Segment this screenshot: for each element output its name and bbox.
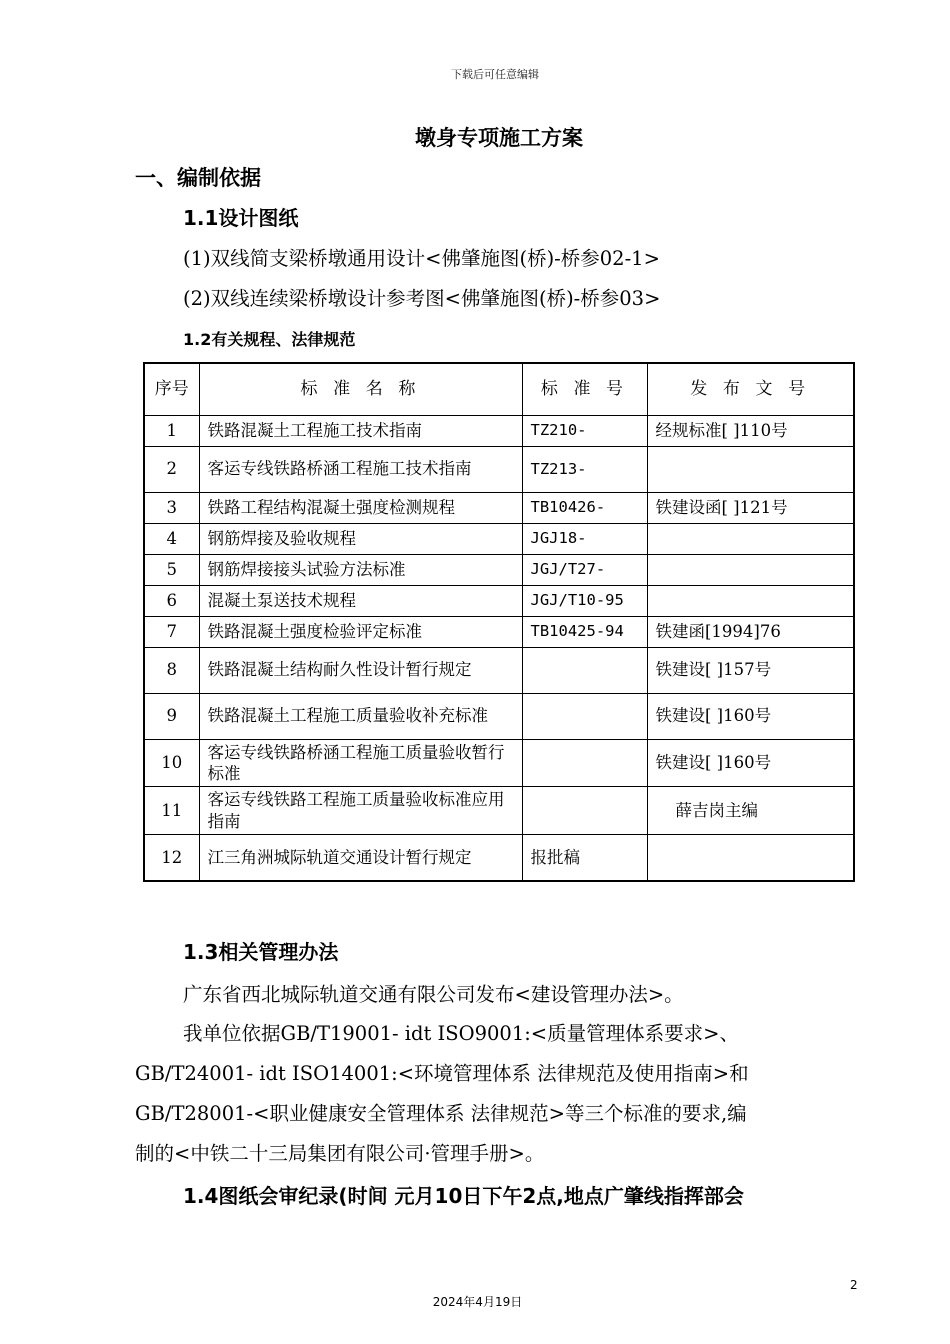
row-doc-no: 薛吉岗主编 [647, 787, 854, 835]
table-row [144, 693, 854, 739]
management-paragraph-2-line-1: 我单位依据GB/T19001- idt ISO9001:<质量管理体系要求>、 [183, 1022, 739, 1045]
management-paragraph-2-line-2: GB/T24001- idt ISO14001:<环境管理体系 法律规范及使用指南>和 [135, 1062, 749, 1085]
row-seq: 5 [144, 554, 199, 585]
subsection-heading-drawings: 1.1设计图纸 [183, 206, 299, 230]
drawing-item-1: (1)双线简支梁桥墩通用设计<佛肇施图(桥)-桥参02-1> [183, 247, 660, 270]
table-row [144, 554, 854, 585]
row-name: 铁路混凝土工程施工技术指南 [199, 415, 522, 446]
row-doc-no: 铁建设[ ]157号 [647, 647, 854, 693]
management-paragraph-2-line-3: GB/T28001-<职业健康安全管理体系 法律规范>等三个标准的要求,编 [135, 1102, 747, 1125]
management-paragraph-2-line-4: 制的<中铁二十三局集团有限公司·管理手册>。 [135, 1142, 545, 1165]
row-name: 混凝土泵送技术规程 [199, 585, 522, 616]
table-row [144, 787, 854, 835]
table-header-row [144, 363, 854, 415]
document-title: 墩身专项施工方案 [415, 126, 583, 150]
row-code [522, 739, 647, 787]
header-seq: 序号 [144, 363, 199, 415]
page-number: 2 [850, 1278, 858, 1292]
table-row [144, 492, 854, 523]
row-code: 报批稿 [522, 835, 647, 881]
row-code: TB10425-94 [522, 616, 647, 647]
row-seq: 3 [144, 492, 199, 523]
row-doc-no: 铁建设[ ]160号 [647, 739, 854, 787]
row-doc-no: 铁建函[1994]76 [647, 616, 854, 647]
header-note: 下载后可任意编辑 [451, 68, 539, 81]
row-seq: 11 [144, 787, 199, 835]
row-doc-no: 经规标准[ ]110号 [647, 415, 854, 446]
table-row [144, 835, 854, 881]
row-code: JGJ18- [522, 523, 647, 554]
row-code: JGJ/T10-95 [522, 585, 647, 616]
row-code [522, 647, 647, 693]
row-doc-no: 铁建设[ ]160号 [647, 693, 854, 739]
header-code: 标 准 号 [522, 363, 647, 415]
row-name: 铁路混凝土强度检验评定标准 [199, 616, 522, 647]
row-seq: 1 [144, 415, 199, 446]
subsection-heading-drawing-review: 1.4图纸会审纪录(时间 元月10日下午2点,地点广肇线指挥部会 [183, 1184, 744, 1208]
row-code: TZ210- [522, 415, 647, 446]
row-code: TZ213- [522, 446, 647, 492]
regulations-table [143, 362, 855, 882]
table-row [144, 616, 854, 647]
table-row [144, 647, 854, 693]
table-row [144, 739, 854, 787]
table-row [144, 446, 854, 492]
table-row [144, 415, 854, 446]
management-paragraph-1: 广东省西北城际轨道交通有限公司发布<建设管理办法>。 [183, 983, 684, 1006]
row-seq: 9 [144, 693, 199, 739]
table-row [144, 585, 854, 616]
drawing-item-2: (2)双线连续梁桥墩设计参考图<佛肇施图(桥)-桥参03> [183, 287, 661, 310]
row-seq: 2 [144, 446, 199, 492]
row-name: 江三角洲城际轨道交通设计暂行规定 [199, 835, 522, 881]
row-code [522, 787, 647, 835]
row-code: TB10426- [522, 492, 647, 523]
row-name: 铁路混凝土结构耐久性设计暂行规定 [199, 647, 522, 693]
section-heading-basis: 一、编制依据 [135, 166, 261, 190]
row-seq: 7 [144, 616, 199, 647]
footer-date: 2024年4月19日 [432, 1295, 523, 1309]
row-seq: 4 [144, 523, 199, 554]
row-doc-no: 铁建设函[ ]121号 [647, 492, 854, 523]
row-name: 客运专线铁路桥涵工程施工质量验收暂行标准 [199, 739, 522, 787]
header-name: 标 准 名 称 [199, 363, 522, 415]
table-row [144, 523, 854, 554]
row-doc-no [647, 585, 854, 616]
row-doc-no [647, 835, 854, 881]
header-doc-no: 发 布 文 号 [647, 363, 854, 415]
row-doc-no [647, 446, 854, 492]
row-seq: 10 [144, 739, 199, 787]
row-seq: 12 [144, 835, 199, 881]
row-name: 铁路混凝土工程施工质量验收补充标准 [199, 693, 522, 739]
row-code: JGJ/T27- [522, 554, 647, 585]
row-code [522, 693, 647, 739]
row-name: 铁路工程结构混凝土强度检测规程 [199, 492, 522, 523]
row-name: 客运专线铁路工程施工质量验收标准应用指南 [199, 787, 522, 835]
subsection-heading-regulations: 1.2有关规程、法律规范 [183, 330, 356, 349]
row-name: 客运专线铁路桥涵工程施工技术指南 [199, 446, 522, 492]
row-doc-no [647, 523, 854, 554]
row-seq: 6 [144, 585, 199, 616]
row-seq: 8 [144, 647, 199, 693]
row-name: 钢筋焊接及验收规程 [199, 523, 522, 554]
subsection-heading-management: 1.3相关管理办法 [183, 940, 339, 964]
row-doc-no [647, 554, 854, 585]
row-name: 钢筋焊接接头试验方法标准 [199, 554, 522, 585]
